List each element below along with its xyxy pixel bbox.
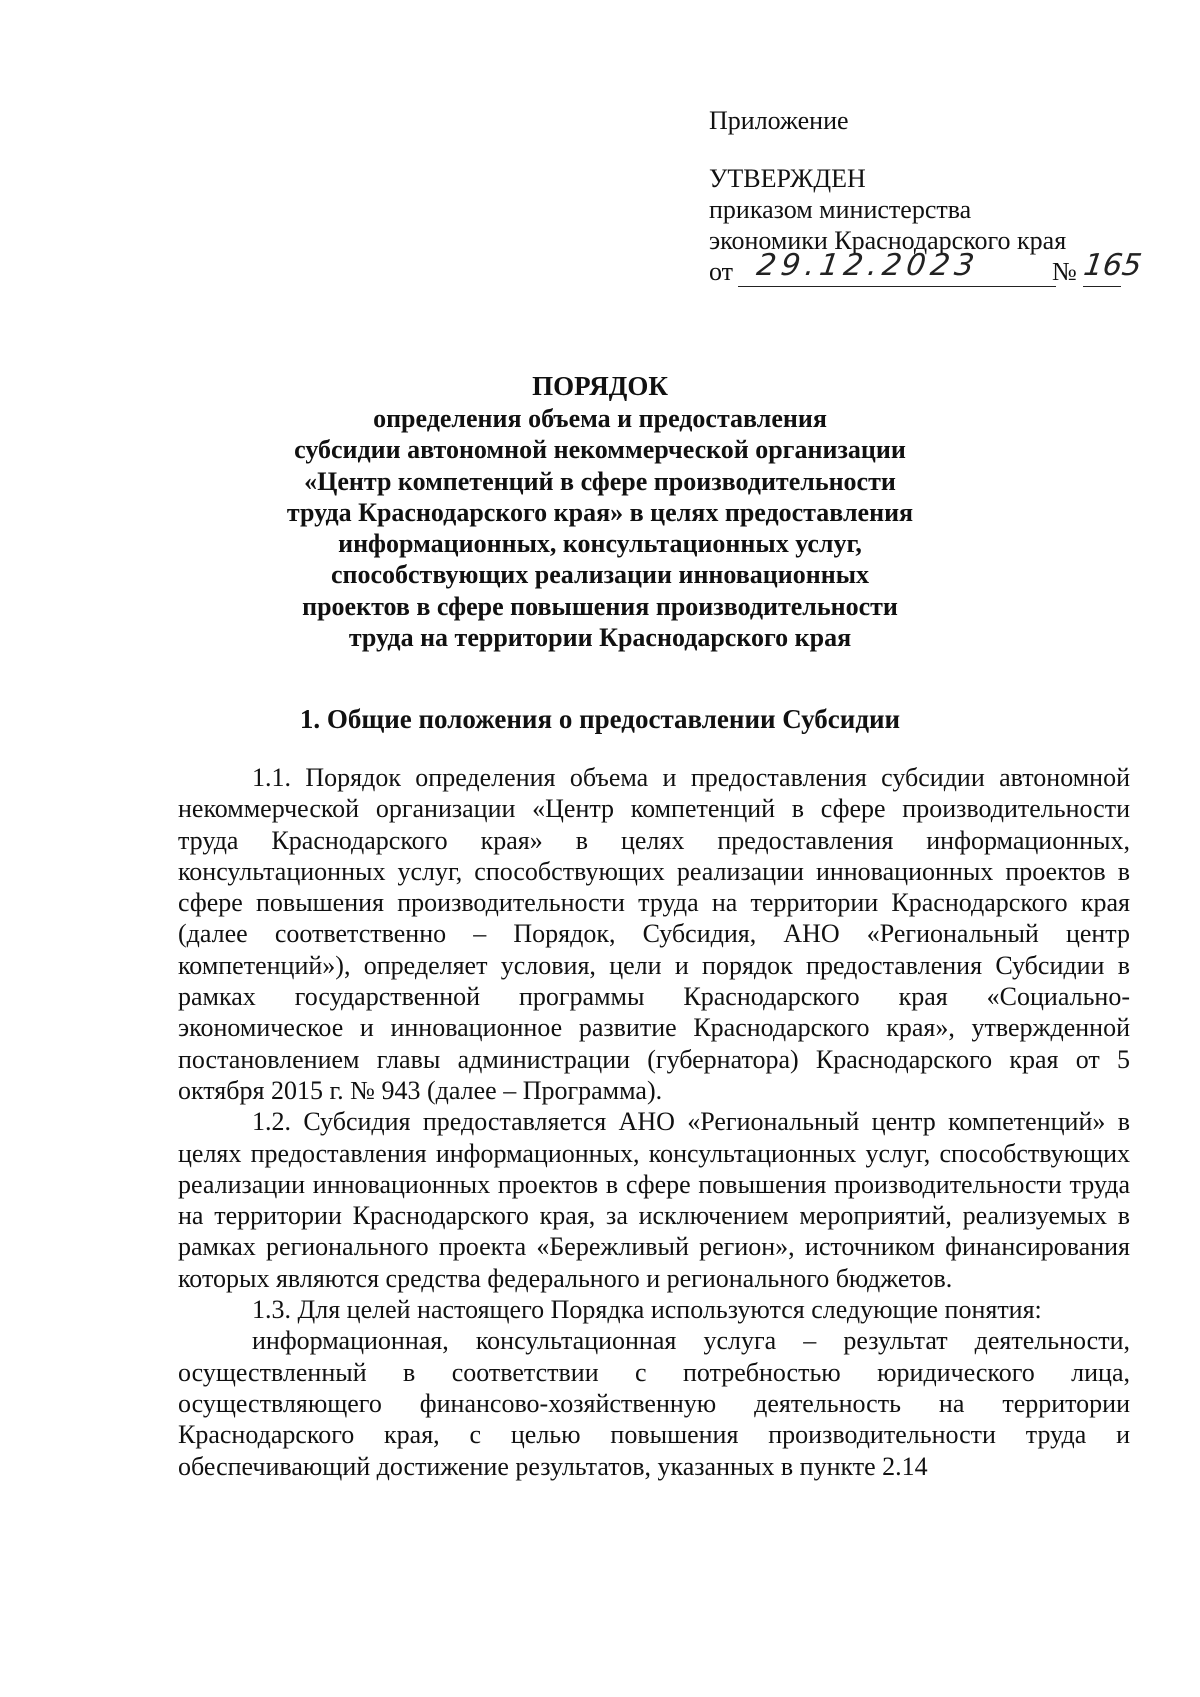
subtitle-line: труда на территории Краснодарского края <box>348 623 852 653</box>
subtitle-line: проектов в сфере повышения производительности <box>302 591 898 621</box>
subtitle-line: определения объема и предоставления <box>373 404 827 433</box>
paragraph-1-2: 1.2. Субсидия предоставляется АНО «Региональный центр компетенций» в целях предоставления информационных, консультационных услуг, способствующих реализации инновационных проектов в сфере повышения производительности труда на территории Краснодарского края, за исключением мероприятий, реализуемых в рамках регионального проекта «Бережливый регион», источником финансирования которых являются средства федерального и регионального бюджетов. <box>178 1107 1130 1293</box>
number-underline <box>1083 286 1121 287</box>
subtitle-line: труда Краснодарского края» в целях предоставления <box>286 497 914 527</box>
approved-label: УТВЕРЖДЕН <box>709 164 866 193</box>
document-title: ПОРЯДОК <box>532 371 668 401</box>
ministry-name: экономики Краснодарского края <box>709 226 1067 255</box>
document-subtitle <box>0 403 1200 653</box>
number-label: № <box>1052 257 1077 286</box>
paragraph-1-3: 1.3. Для целей настоящего Порядка используются следующие понятия: <box>252 1295 1042 1325</box>
section-heading: 1. Общие положения о предоставлении Субсидии <box>299 704 901 734</box>
handwritten-order-number: 165 <box>1081 248 1144 283</box>
from-label: от <box>709 257 734 286</box>
paragraph-definition: информационная, консультационная услуга – результат деятельности, осуществленный в соответствии с потребностью юридического лица, осуществляющего финансово-хозяйственную деятельность на территории Краснодарского края, с целью повышения производительности труда и обеспечивающий достижение результатов, указанных в пункте 2.14 <box>178 1326 1130 1481</box>
subtitle-line: «Центр компетенций в сфере производительности <box>304 466 896 496</box>
date-underline <box>738 286 1056 287</box>
handwritten-date: 29.12.2023 <box>754 248 982 283</box>
subtitle-line: информационных, консультационных услуг, <box>338 529 862 559</box>
approved-by-order: приказом министерства <box>709 195 972 224</box>
order-date-number-row <box>709 248 1144 292</box>
approval-block <box>709 105 1144 292</box>
paragraph-1-1: 1.1. Порядок определения объема и предоставления субсидии автономной некоммерческой организации «Центр компетенций в сфере производительности труда Краснодарского края» в целях предоставления информационных, консультационных услуг, способствующих реализации инновационных проектов в сфере повышения производительности труда на территории Краснодарского края (далее соответственно – Порядок, Субсидия, АНО «Региональный центр компетенций»), определяет условия, цели и порядок предоставления Субсидии в рамках государственной программы Краснодарского края «Социально-экономическое и инновационное развитие Краснодарского края», утвержденной постановлением главы администрации (губернатора) Краснодарского края от 5 октября 2015 г. № 943 (далее – Программа). <box>178 763 1130 1105</box>
subtitle-line: способствующих реализации инновационных <box>330 560 870 590</box>
section-body <box>178 762 1130 1482</box>
annex-label: Приложение <box>709 106 849 135</box>
subtitle-line: субсидии автономной некоммерческой организации <box>294 435 906 465</box>
